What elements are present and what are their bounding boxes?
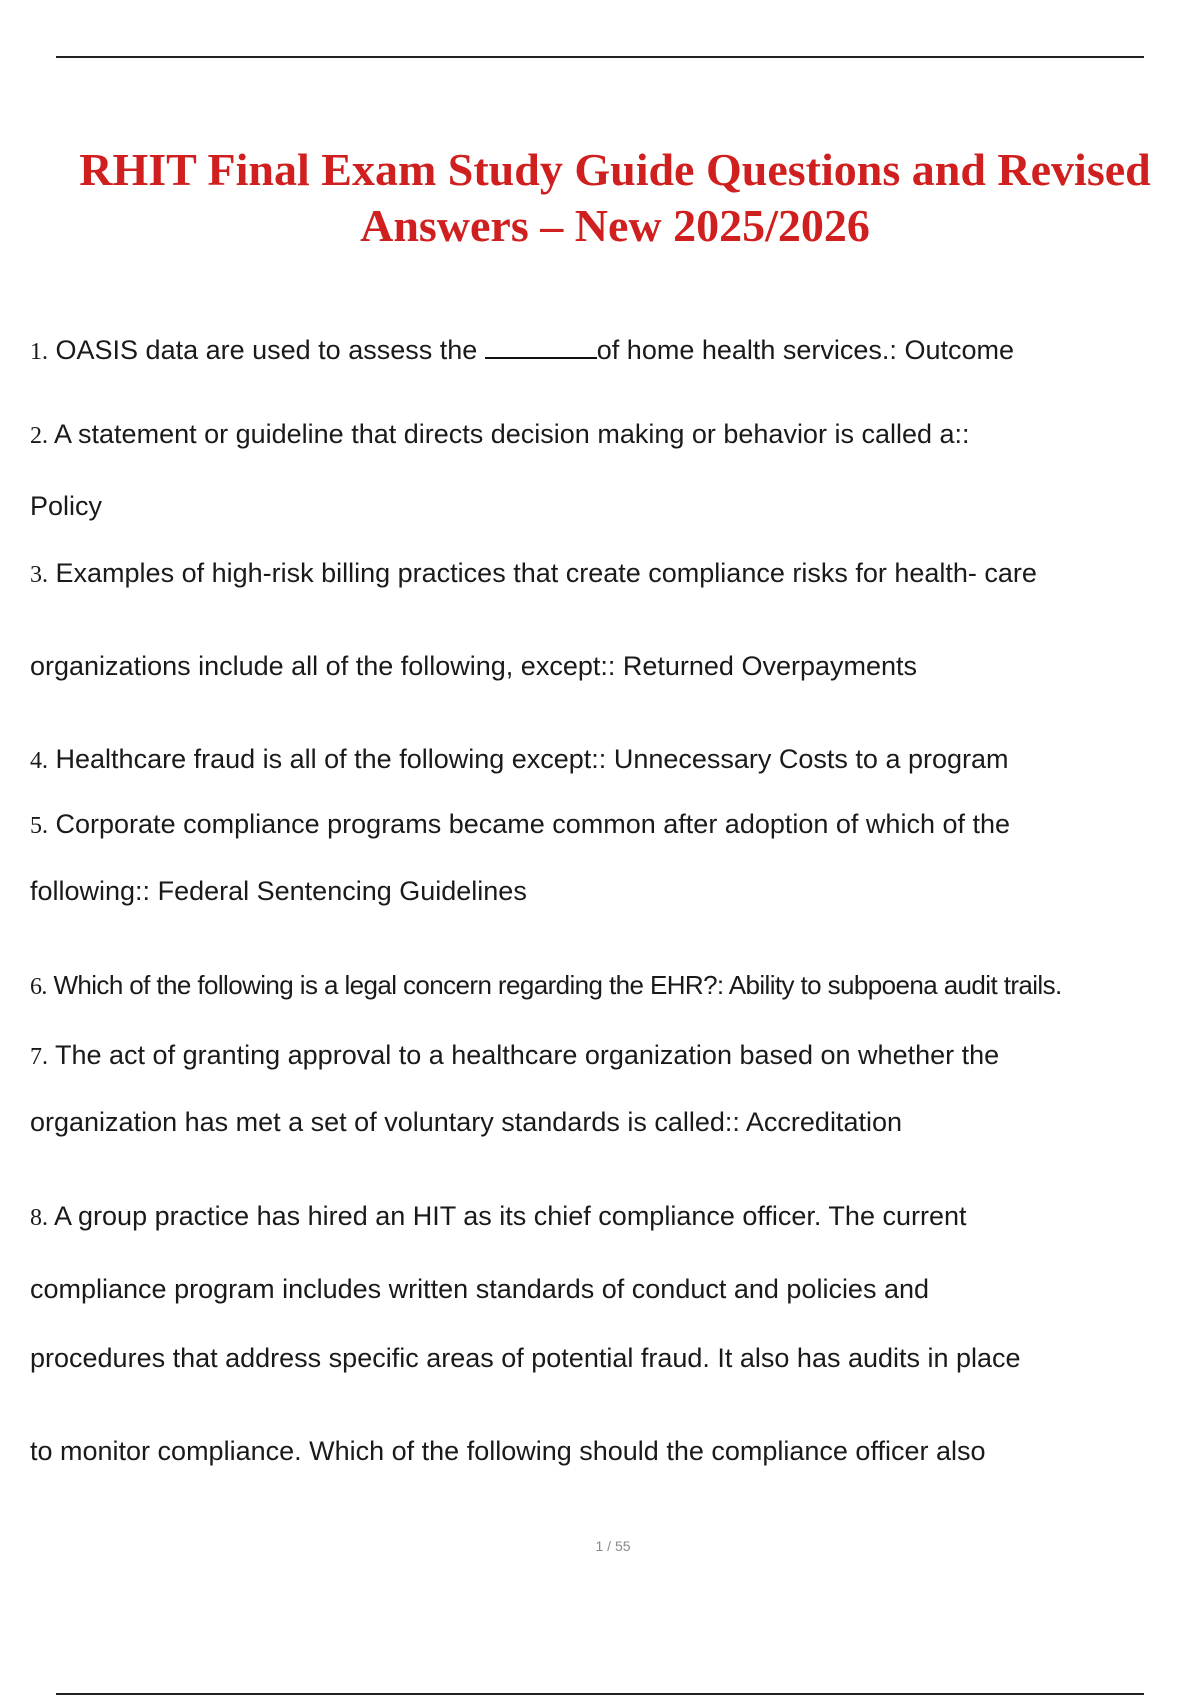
- question-8: [30, 1199, 1180, 1235]
- question-text: Examples of high-risk billing practices that create compliance risks for health- care: [55, 558, 1037, 588]
- question-text: A statement or guideline that directs decision making or behavior is called a::: [54, 419, 970, 449]
- question-text: organizations include all of the following, except::: [30, 651, 616, 681]
- document-title: [40, 142, 1190, 254]
- question-number: 1.: [30, 339, 48, 365]
- question-text: Healthcare fraud is all of the following except::: [55, 744, 607, 774]
- title-line-2: Answers – New 2025/2026: [360, 200, 870, 251]
- answer-text: Outcome: [904, 335, 1014, 365]
- question-2-answer-line: [30, 489, 1180, 523]
- title-line-1: RHIT Final Exam Study Guide Questions and Revised: [79, 144, 1151, 195]
- question-2: [30, 417, 1180, 453]
- question-8-line-4: [30, 1434, 1180, 1468]
- question-text: of home health services.:: [596, 335, 897, 365]
- question-3: [30, 556, 1180, 592]
- question-number: 6.: [30, 974, 47, 1000]
- question-7: [30, 1038, 1180, 1074]
- page-indicator: 1 / 55: [595, 1538, 631, 1554]
- question-text: to monitor compliance. Which of the following should the compliance officer also: [30, 1436, 986, 1466]
- question-7-continued: [30, 1105, 1180, 1139]
- answer-text: Policy: [30, 491, 103, 521]
- question-text: The act of granting approval to a healthcare organization based on whether the: [55, 1040, 1000, 1070]
- question-1: [30, 333, 1180, 369]
- question-number: 3.: [30, 562, 48, 588]
- question-number: 5.: [30, 813, 48, 839]
- answer-text: Ability to subpoena audit trails.: [728, 970, 1062, 1000]
- question-number: 4.: [30, 748, 48, 774]
- answer-blank: [485, 335, 597, 359]
- answer-text: Returned Overpayments: [622, 651, 918, 681]
- answer-text: Accreditation: [745, 1107, 902, 1137]
- question-5-continued: [30, 874, 1180, 908]
- question-text: A group practice has hired an HIT as its chief compliance officer. The current: [54, 1201, 967, 1231]
- question-text: following::: [30, 876, 151, 906]
- top-rule: [56, 56, 1144, 58]
- question-4: [30, 742, 1180, 778]
- question-number: 2.: [30, 423, 48, 449]
- answer-text: Federal Sentencing Guidelines: [157, 876, 527, 906]
- question-text: organization has met a set of voluntary standards is called::: [30, 1107, 740, 1137]
- question-number: 8.: [30, 1205, 48, 1231]
- question-6: [30, 968, 1180, 1004]
- question-8-line-3: [30, 1341, 1180, 1375]
- question-8-line-2: [30, 1272, 1180, 1306]
- question-number: 7.: [30, 1044, 48, 1070]
- question-3-continued: [30, 649, 1180, 683]
- question-text: OASIS data are used to assess the: [55, 335, 478, 365]
- question-text: Corporate compliance programs became common after adoption of which of the: [55, 809, 1011, 839]
- question-text: Which of the following is a legal concern regarding the EHR?:: [53, 970, 724, 1000]
- bottom-rule: [56, 1693, 1144, 1695]
- question-text: procedures that address specific areas of potential fraud. It also has audits in place: [30, 1343, 1021, 1373]
- question-text: compliance program includes written standards of conduct and policies and: [30, 1274, 930, 1304]
- answer-text: Unnecessary Costs to a program: [613, 744, 1009, 774]
- question-5: [30, 807, 1180, 843]
